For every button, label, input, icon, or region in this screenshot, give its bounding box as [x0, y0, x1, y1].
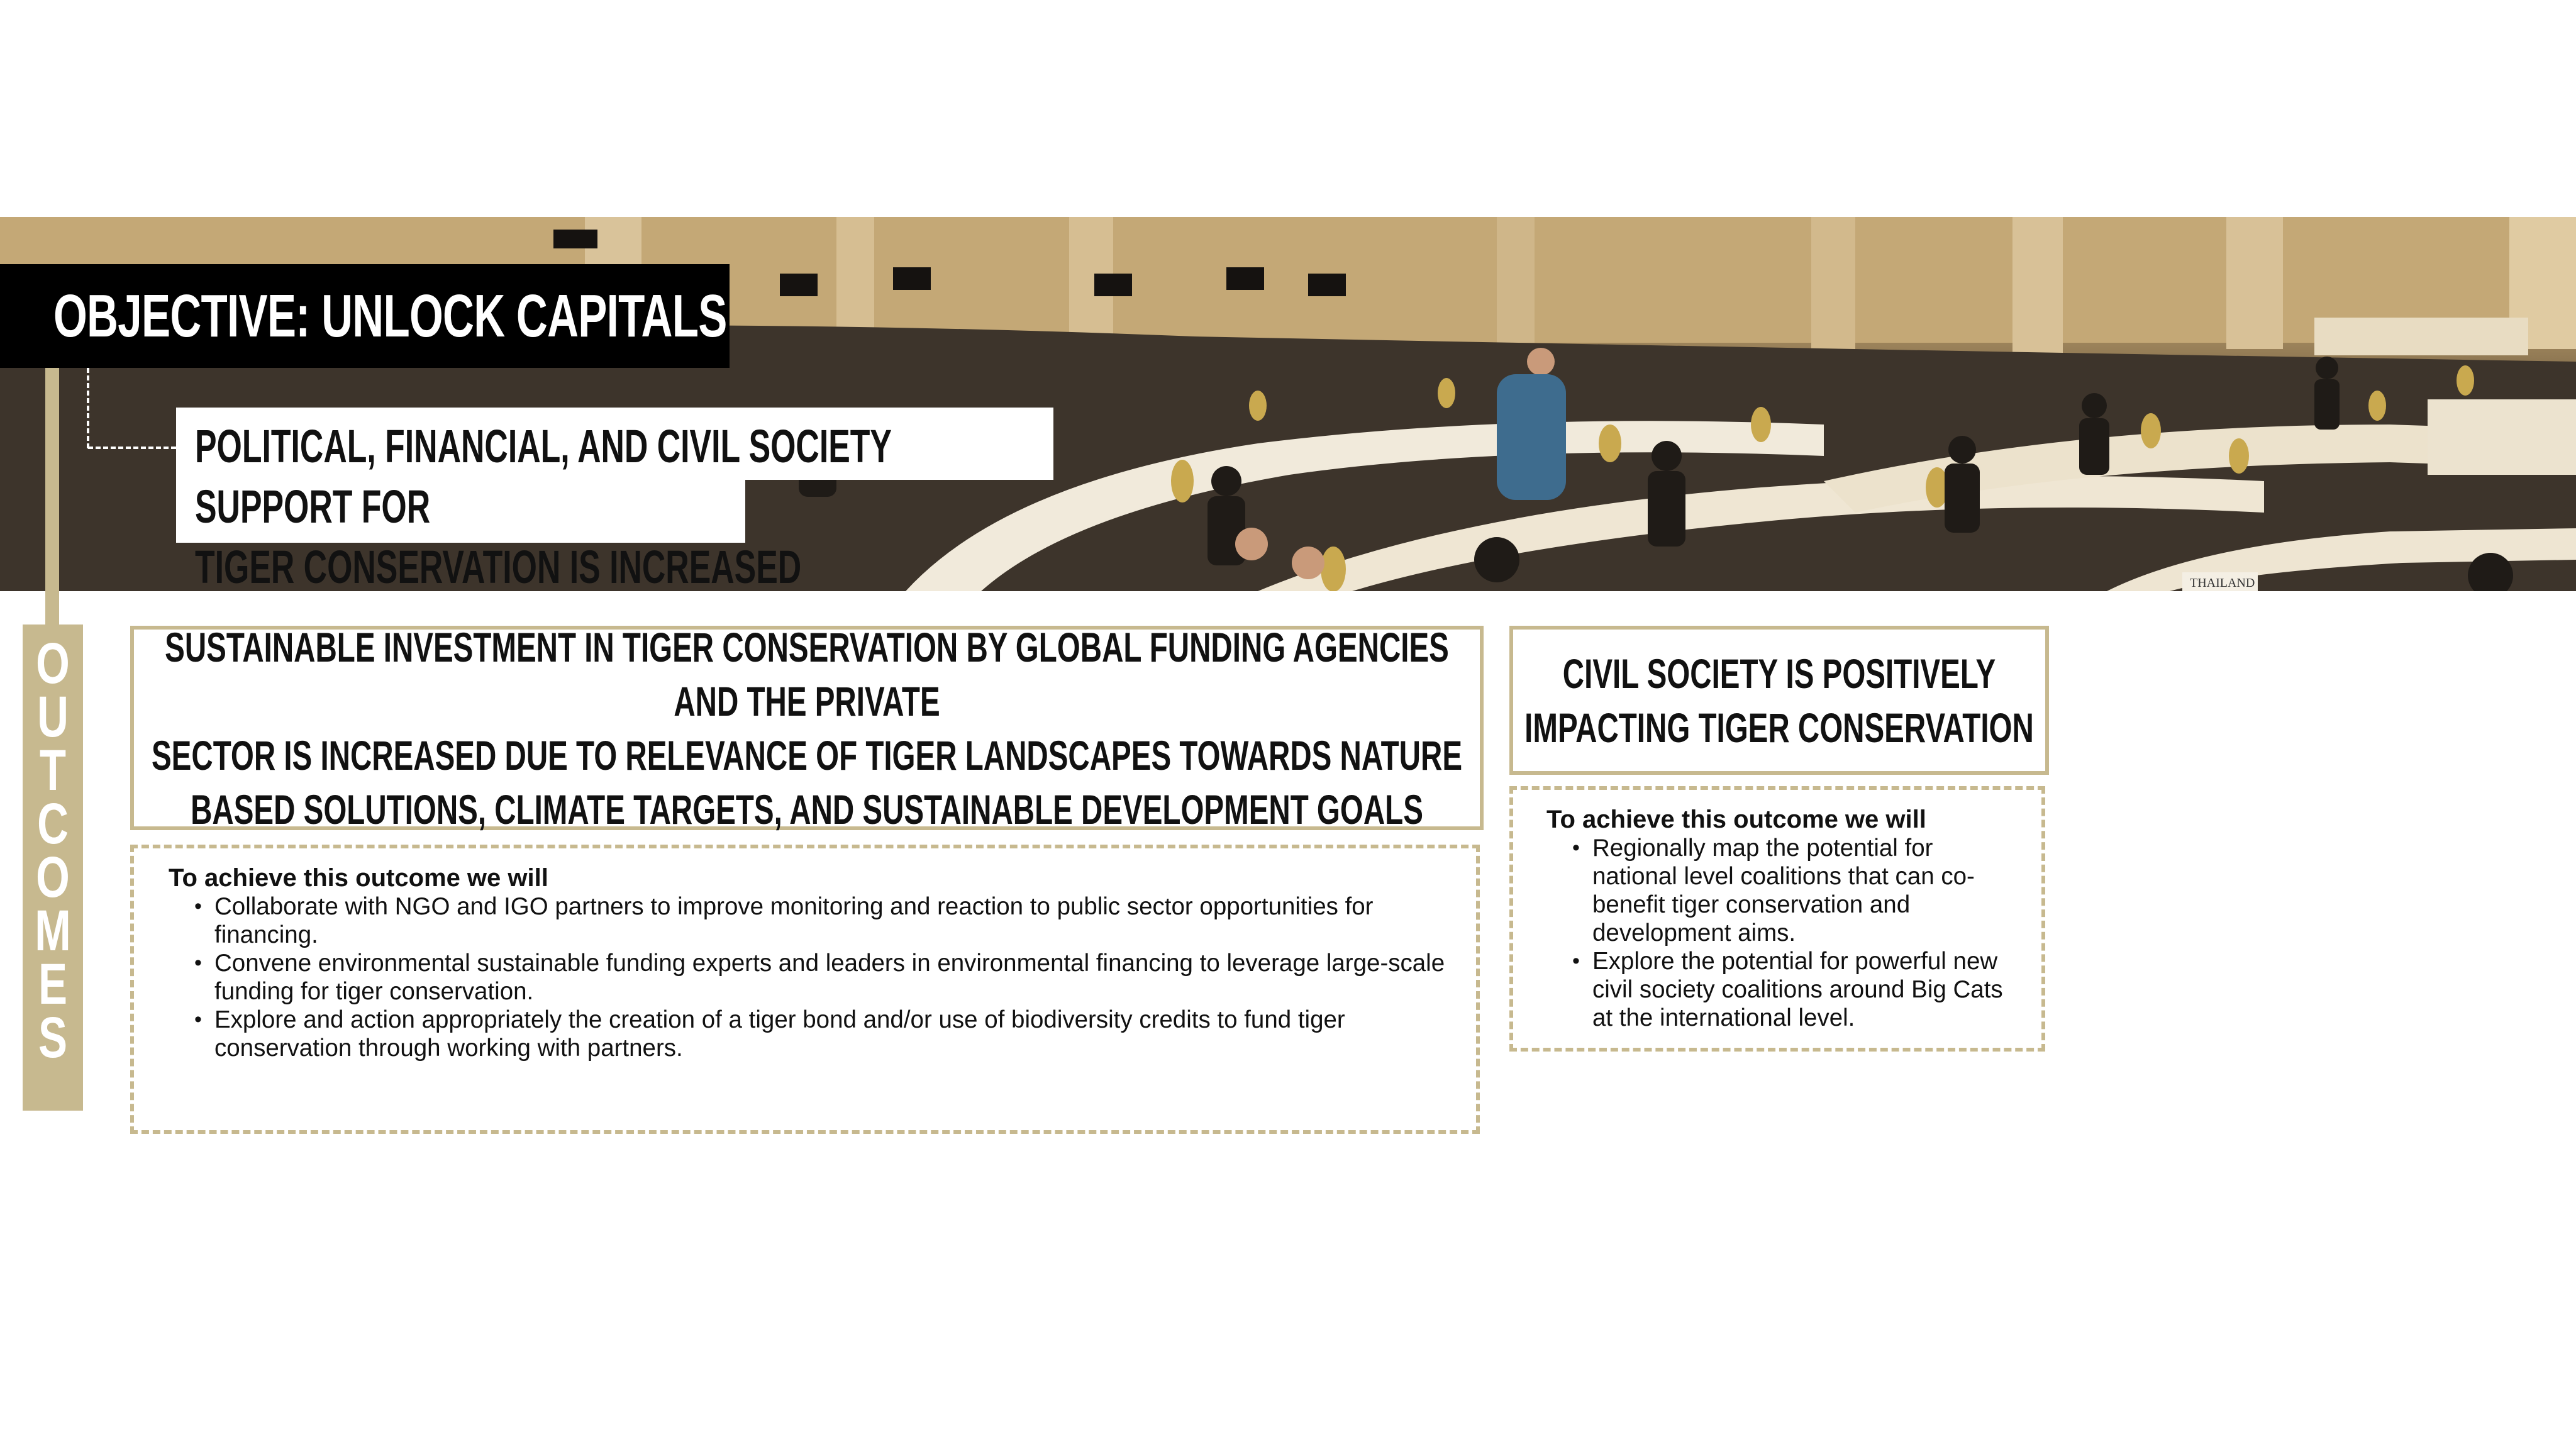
action-text: Regionally map the potential for national level coalitions that can co-benefit tiger conservation and development aims. [1592, 835, 1975, 947]
outcomes-vertical-label [23, 625, 83, 1111]
bullet-icon: • [194, 894, 202, 918]
objective-title: OBJECTIVE: UNLOCK CAPITALS [53, 282, 727, 350]
list-item [194, 892, 1451, 949]
bullet-icon: • [194, 1008, 202, 1031]
action-text: Collaborate with NGO and IGO partners to improve monitoring and reaction to public sector opportunities for financing. [214, 893, 1374, 948]
dashed-connector-vertical [87, 368, 89, 448]
list-item [1572, 834, 2023, 947]
objective-connector-pole [45, 368, 59, 629]
outcome-1-actions-box [130, 845, 1480, 1134]
outcome-2-title-box [1509, 626, 2049, 775]
bullet-icon: • [194, 951, 202, 975]
outcome-1-title: SUSTAINABLE INVESTMENT IN TIGER CONSERVATION BY GLOBAL FUNDING AGENCIES AND THE PRIVATE SECTOR IS INCREASED DUE TO RELEVANCE OF TIGER LANDSCAPES TOWARDS NATURE BASED SOLUTIONS, CLIMATE TARGETS, AND SUSTAINABLE DEVELOPMENT GOALS [151, 623, 1463, 833]
dashed-connector-horizontal [88, 447, 176, 449]
bullet-icon: • [1572, 836, 1580, 860]
outcome-1-title-box [130, 623, 1484, 833]
outcome-1-action-list [169, 892, 1451, 1062]
outcomes-letter: C [37, 792, 69, 856]
action-text: Convene environmental sustainable funding experts and leaders in environmental financing to leverage large-scale funding for tiger conservation. [214, 950, 1445, 1005]
action-text: Explore and action appropriately the creation of a tiger bond and/or use of biodiversity credits to fund tiger conservation through working with partners. [214, 1006, 1345, 1062]
outcomes-letter: U [37, 685, 69, 749]
outcomes-letter: T [39, 738, 67, 802]
bullet-icon: • [1572, 949, 1580, 973]
country-sign: THAILAND [2190, 576, 2255, 590]
outcome-1-intro: To achieve this outcome we will [169, 864, 548, 892]
objective-heading-box [0, 264, 730, 368]
list-item [1572, 947, 2023, 1032]
outcomes-letter: O [36, 845, 70, 909]
action-text: Explore the potential for powerful new civil society coalitions around Big Cats at the international level. [1592, 948, 2003, 1031]
outcomes-letter: O [36, 631, 70, 696]
list-item [194, 1006, 1451, 1062]
outcomes-letter: S [38, 1006, 68, 1070]
list-item [194, 949, 1451, 1006]
outcome-2-intro: To achieve this outcome we will [1546, 806, 1926, 833]
outcome-2-title: CIVIL SOCIETY IS POSITIVELY IMPACTING TIGER CONSERVATION [1524, 650, 2034, 751]
outcomes-letter: E [38, 952, 68, 1016]
outcome-2-actions-box [1509, 786, 2045, 1052]
outcomes-letter: M [35, 899, 71, 963]
outcome-2-action-list [1546, 834, 2023, 1032]
goal-statement [176, 408, 1053, 593]
goal-text: POLITICAL, FINANCIAL, AND CIVIL SOCIETY SUPPORT FOR TIGER CONSERVATION IS INCREASED [195, 420, 892, 593]
